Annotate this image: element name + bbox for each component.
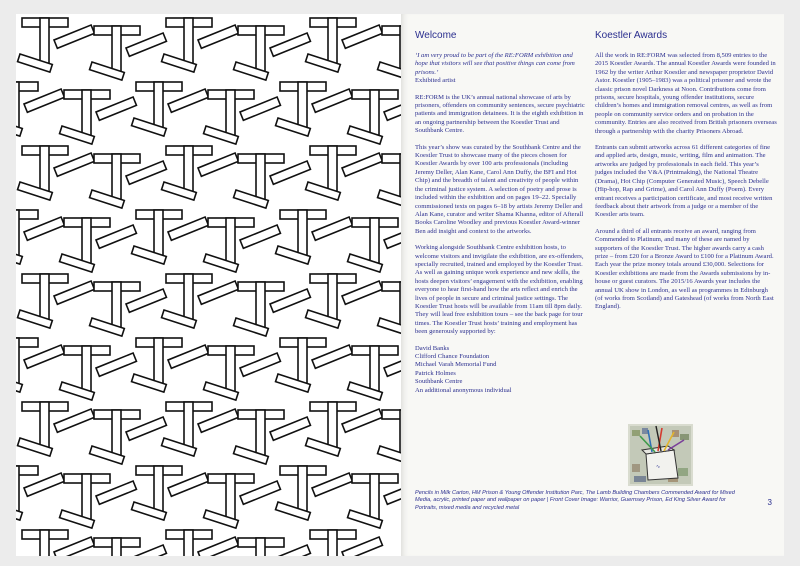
awards-paragraph-3: Around a third of all entrants receive an award, ranging from Commended to Platinum, and many of these are named by supporters of the Koestler Trust. The higher awards carry a cash prize – from £20 for a Bronze Award to £100 for a Platinum Award. Each year the prize money totals around £30,000. Selections for Koestler exhibitions are made from the Awards submissions by in-house or guest curators. The 2015/16 Awards year includes the annual UK show in London, as well as programmes in Edinburgh (of works from Scotland) and Gateshead (of works from North East England). [595,227,774,311]
funder-item: Patrick Holmes [415,369,456,377]
awards-text [595,52,777,320]
svg-text:∿: ∿ [656,464,661,470]
welcome-quote: ‘I am very proud to be part of the RE:FORM exhibition and hope that visitors will see that positive things can come from prisons.’ [415,52,575,76]
artwork-thumbnail [628,424,693,486]
awards-paragraph-2: Entrants can submit artworks across 61 different categories of fine and applied arts, design, music, writing, film and animation. The artworks are judged by professionals in each field. This year’s judges included the V&A (Printmaking), the National Theatre (Drama), Hot Chip (Computer Generated Music), Speech Debelle (Hip-hop, Rap and Grime), and Carol Ann Duffy (Poem). Every entrant receives a participation certificate, and most receive written feedback about their artwork from a judge or a member of the Koestler arts team. [595,144,773,219]
funder-item: David Banks [415,344,450,352]
welcome-text [415,52,585,395]
awards-heading: Koestler Awards [595,30,668,41]
funder-item: Michael Varah Memorial Fund [415,361,497,369]
welcome-paragraph-2: This year’s show was curated by the Southbank Centre and the Koestler Trust to showcase many of the pieces chosen for Koestler Awards by over 100 arts professionals (including Jeremy Deller, Alan Kane, Carol Ann Duffy, the BFI and Hot Chip) and the breadth of talent and creativity of people within the criminal justice system. A selection of poetry and prose is included within the exhibition and on pages 19–22. Specially commissioned texts on pages 6–18 by artists Jeremy Deller and Alan Kane, curator and writer Shama Khanna, editor of Afterall Books Caroline Woodley and previous Koestler Award-winner Ben add insight and context to the artworks. [415,143,584,235]
welcome-paragraph-1: RE:FORM is the UK’s annual national showcase of arts by prisoners, offenders on community sentences, secure psychiatric patients and immigration detainees. It is the eighth exhibition in an ongoing partnership between the Koestler Trust and Southbank Centre. [415,93,585,135]
welcome-paragraph-3: Working alongside Southbank Centre exhibition hosts, to welcome visitors and invigilate the exhibition, are ex-offenders, specially recruited, trained and employed by the Koestler Trust. As well as gaining unique work experience and new skills, the hosts deepen visitors’ engagement with the exhibition, enabling everyone to hear first-hand how the arts reflect and enrich the lives of people in secure and criminal justice settings. The Koestler Trust hosts will be available from 11am till 8pm daily. They will lead free exhibition tours – see the back page for tour times. The Koestler Trust hosts’ training and employment has been generously supported by: [415,244,584,336]
pattern-page [16,14,401,556]
funder-item: Clifford Chance Foundation [415,353,490,360]
quote-attribution: Exhibited artist [415,77,456,85]
text-page [401,14,784,556]
geometric-pattern [16,14,401,556]
awards-paragraph-1: All the work in RE:FORM was selected from 8,509 entries to the 2015 Koestler Awards. The annual Koestler Awards were founded in 1962 by the writer Arthur Koestler and newspaper proprietor David Astor. Koestler (1905–1983) was a political prisoner and wrote the classic prison novel Darkness at Noon. Contributions come from prisons, secure hospitals, young offender institutions, secure children’s homes and immigration removal centres, as well as from people on community service orders and on probation in the community. Entries are also received from British prisoners overseas through a partnership with the charity Prisoners Abroad. [595,52,777,135]
funder-item: Southbank Centre [415,378,463,386]
funder-item: An additional anonymous individual [415,386,512,394]
image-caption: Pencils in Milk Carton, HM Prison & Young Offender Institution Parc, The Lamb Building Chambers Commended Award for Mixed Media, acrylic, printed paper and wallpaper on paper | Front Cover Image: Warrior, Guernsey Prison, Ed King Silver Award for Portraits, mixed media and recycled metal [415,490,735,511]
page-number: 3 [767,498,772,507]
welcome-heading: Welcome [415,30,457,41]
funders-list [415,345,585,395]
